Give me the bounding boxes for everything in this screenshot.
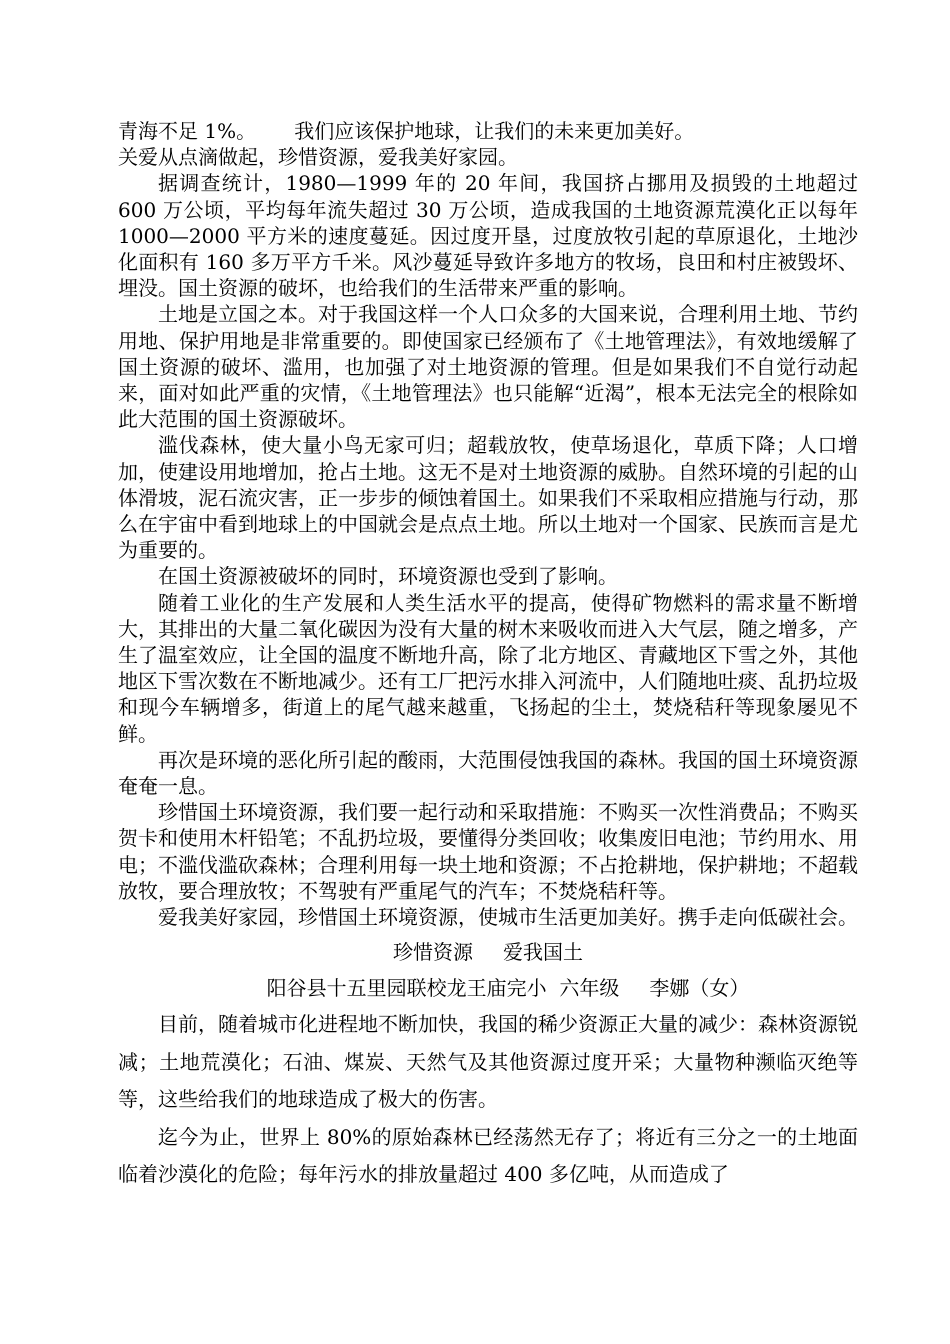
text-line: 青海不足 1%。 我们应该保护地球，让我们的未来更加美好。 (118, 119, 695, 143)
paragraph: 土地是立国之本。对于我国这样一个人口众多的大国来说，合理利用土地、节约用地、保护用地是非常重要的。即使国家已经颁布了《土地管理法》，有效地缓解了国土资源的破坏、滥用，也加强了对土地资源的管理。但是如果我们不自觉行动起来，面对如此严重的灾情，《土地管理法》也只能解“近渴”，根本无法完全的根除如此大范围的国土资源破坏。 (118, 302, 858, 432)
paragraph: 据调查统计，1980—1999 年的 20 年间，我国挤占挪用及损毁的土地超过 600 万公顷，平均每年流失超过 30 万公顷，造成我国的土地资源荒漠化正以每年 1000—2000 平方米的速度蔓延。因过度开垦，过度放牧引起的草原退化，土地沙化面积有 160 多万平方千米。风沙蔓延导致许多地方的牧场，良田和村庄被毁坏、埋没。国土资源的破坏，也给我们的生活带来严重的影响。 (118, 171, 858, 301)
document-page (118, 118, 858, 1193)
essay-2 (118, 934, 858, 1193)
paragraph: 珍惜国土环境资源，我们要一起行动和采取措施：不购买一次性消费品；不购买贺卡和使用木杆铅笔；不乱扔垃圾，要懂得分类回收；收集废旧电池；节约用水、用电；不滥伐滥砍森林；合理利用每一块土地和资源；不占抢耕地，保护耕地；不超载放牧，要合理放牧；不驾驶有严重尾气的汽车；不焚烧秸秆等。 (118, 800, 858, 903)
paragraph: 滥伐森林，使大量小鸟无家可归；超载放牧，使草场退化，草质下降；人口增加，使建设用地增加，抢占土地。这无不是对土地资源的威胁。自然环境的引起的山体滑坡，泥石流灾害，正一步步的倾蚀着国土。如果我们不采取相应措施与行动，那么在宇宙中看到地球上的中国就会是点点土地。所以土地对一个国家、民族而言是尤为重要的。 (118, 433, 858, 563)
essay-continuation (118, 118, 858, 930)
paragraph: 随着工业化的生产发展和人类生活水平的提高，使得矿物燃料的需求量不断增大，其排出的大量二氧化碳因为没有大量的树木来吸收而进入大气层，随之增多，产生了温室效应，让全国的温度不断地升高，除了北方地区、青藏地区下雪之外，其他地区下雪次数在不断地减少。还有工厂把污水排入河流中，人们随地吐痰、乱扔垃圾和现今车辆增多，街道上的尾气越来越重，飞扬起的尘土，焚烧秸秆等现象屡见不鲜。 (118, 590, 858, 746)
byline-author: 李娜（女） (649, 976, 750, 1001)
essay-title-left: 珍惜资源 (393, 940, 473, 965)
paragraph: 迄今为止，世界上 80%的原始森林已经荡然无存了；将近有三分之一的土地面临着沙漠化的危险；每年污水的排放量超过 400 多亿吨，从而造成了 (118, 1124, 858, 1186)
text-line: 关爱从点滴做起，珍惜资源，爱我美好家园。 (118, 145, 518, 170)
paragraph: 再次是环境的恶化所引起的酸雨，大范围侵蚀我国的森林。我国的国土环境资源奄奄一息。 (118, 747, 858, 799)
byline-school: 阳谷县十五里园联校龙王庙完小 六年级 (266, 976, 620, 1001)
paragraph: 目前，随着城市化进程地不断加快，我国的稀少资源正大量的减少：森林资源锐减；土地荒漠化；石油、煤炭、天然气及其他资源过度开采；大量物种濒临灭绝等等，这些给我们的地球造成了极大的伤害。 (118, 1012, 858, 1112)
paragraph: 爱我美好家园，珍惜国土环境资源，使城市生活更加美好。携手走向低碳社会。 (158, 905, 858, 930)
essay-byline (118, 970, 858, 1006)
essay-title-right: 爱我国土 (503, 940, 583, 965)
paragraph: 在国土资源被破坏的同时，环境资源也受到了影响。 (158, 564, 618, 589)
essay-title (118, 934, 858, 970)
